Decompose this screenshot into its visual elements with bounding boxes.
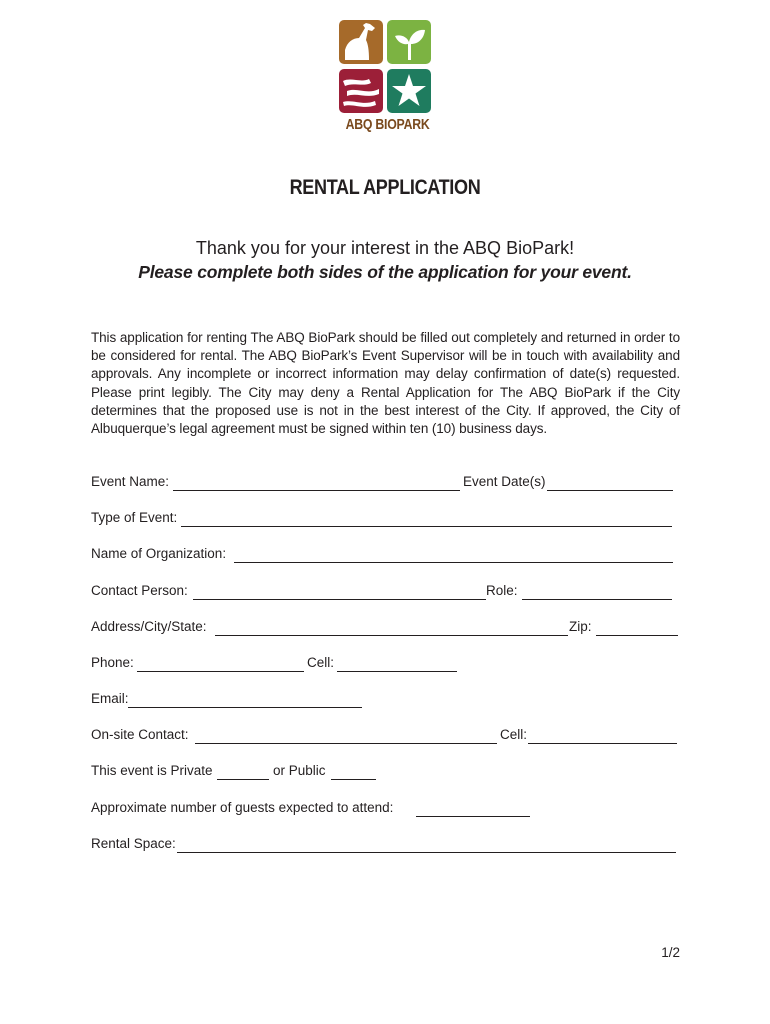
- instruction-line: Please complete both sides of the application for your event.: [138, 262, 632, 282]
- intro-paragraph: This application for renting The ABQ BioPark should be filled out completely and returned in order to be considered for rental. The ABQ BioPark’s Event Supervisor will be in touch with availability and approvals. Any incomplete or incorrect information may delay confirmation of date(s) requested. Please print legibly. The City may deny a Rental Application for The ABQ BioPark if the City determines that the proposed use is not in the best interest of the City. If approved, the City of Albuquerque’s legal agreement must be signed within ten (10) business days.: [91, 330, 680, 437]
- role-field[interactable]: [522, 599, 672, 600]
- sprout-icon: [387, 20, 431, 64]
- page-number: 1/2: [661, 945, 680, 960]
- role-label: Role:: [486, 583, 518, 598]
- event-name-field[interactable]: [173, 490, 460, 491]
- rental-space-field[interactable]: [177, 852, 676, 853]
- zip-field[interactable]: [596, 635, 678, 636]
- address-field[interactable]: [215, 635, 568, 636]
- giraffe-icon: [339, 20, 383, 64]
- type-of-event-field[interactable]: [181, 526, 672, 527]
- cell-field[interactable]: [337, 671, 457, 672]
- thank-you-line: Thank you for your interest in the ABQ BioPark!: [195, 238, 575, 258]
- guests-field[interactable]: [416, 816, 530, 817]
- organization-label: Name of Organization:: [91, 546, 227, 561]
- email-label: Email:: [91, 691, 129, 706]
- guests-label: Approximate number of guests expected to attend:: [91, 800, 394, 815]
- onsite-cell-field[interactable]: [528, 743, 677, 744]
- onsite-contact-label: On-site Contact:: [91, 727, 189, 742]
- event-name-label: Event Name:: [91, 474, 170, 489]
- phone-field[interactable]: [137, 671, 304, 672]
- river-icon: [339, 69, 383, 113]
- logo-wordmark: ABQ BIOPARK: [345, 116, 430, 133]
- public-field[interactable]: [331, 779, 376, 780]
- rental-space-label: Rental Space:: [91, 836, 176, 851]
- event-dates-label: Event Date(s): [463, 474, 546, 489]
- zip-label: Zip:: [569, 619, 592, 634]
- organization-field[interactable]: [234, 562, 673, 563]
- email-field[interactable]: [128, 707, 362, 708]
- event-dates-field[interactable]: [547, 490, 673, 491]
- contact-person-field[interactable]: [193, 599, 486, 600]
- onsite-cell-label: Cell:: [500, 727, 528, 742]
- page-title: RENTAL APPLICATION: [289, 176, 481, 199]
- private-field[interactable]: [217, 779, 269, 780]
- onsite-contact-field[interactable]: [195, 743, 497, 744]
- public-label: or Public: [273, 763, 326, 778]
- abq-biopark-logo: [337, 18, 433, 136]
- contact-person-label: Contact Person:: [91, 583, 188, 598]
- cell-label: Cell:: [307, 655, 335, 670]
- private-label: This event is Private: [91, 763, 213, 778]
- phone-label: Phone:: [91, 655, 134, 670]
- type-of-event-label: Type of Event:: [91, 510, 178, 525]
- address-label: Address/City/State:: [91, 619, 207, 634]
- starfish-icon: [387, 69, 431, 113]
